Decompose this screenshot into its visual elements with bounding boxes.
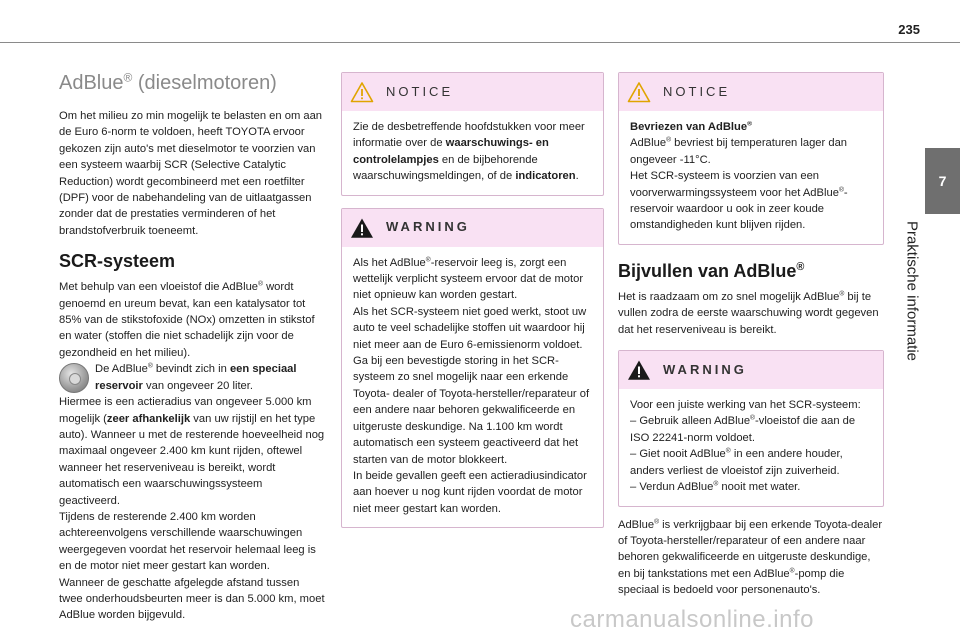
warning-text-2: Als het SCR-systeem niet goed werkt, stoot uw auto te veel schadelijke stoffen uit waardoor hij niet meer aan de Euro 6-emissienorm voldoet. bbox=[353, 305, 587, 351]
availability-paragraph: AdBlue® is verkrijgbaar bij een erkende Toyota-dealer of Toyota-hersteller/reparateur of een andere naar behoren gekwalificeerde en uitgeruste deskundige, en bij tankstations met een AdBlue®-pomp die speciaal is bedoeld voor personenauto's. bbox=[618, 517, 883, 597]
freeze-text-1: AdBlue® bevriest bij temperaturen lager dan ongeveer -11°C. bbox=[630, 136, 848, 166]
header-divider bbox=[0, 42, 960, 43]
warning-triangle-icon bbox=[350, 217, 374, 239]
notice-text: Zie de desbetreffende hoofdstukken voor meer informatie over de waarschuwings- en controlelampjes en de bijbehorende waarschuwingsmeldingen, of de indicatoren. bbox=[353, 121, 585, 183]
reservoir-paragraph: De AdBlue® bevindt zich in een speciaal reservoir van ongeveer 20 liter. bbox=[95, 362, 297, 392]
refill-paragraph: Wanneer de geschatte afgelegde afstand tussen twee onderhoudsbeurten meer is dan 5.000 km, moet AdBlue worden bijgevuld. bbox=[59, 576, 325, 622]
column-left bbox=[59, 68, 325, 624]
scr-warning-item-2: – Giet nooit AdBlue® in een andere houder, anders verliest de vloeistof zijn zuiverheid. bbox=[630, 447, 843, 477]
scr-warning-title: WARNING bbox=[663, 361, 747, 377]
reservoir-note bbox=[59, 361, 325, 394]
scr-warning-box bbox=[618, 350, 884, 506]
notice-header bbox=[342, 73, 603, 111]
scr-paragraph: Met behulp van een vloeistof die AdBlue® wordt genoemd en ureum bevat, kan een katalysator tot 85% van de stikstofoxide (NOx) omzetten in stikstof en water (stoffen die niet schadelijk zijn voor de gezondheid en het milieu). bbox=[59, 280, 315, 359]
column-right bbox=[618, 72, 884, 599]
chapter-tab[interactable] bbox=[925, 148, 960, 214]
section-heading-refill: Bijvullen van AdBlue® bbox=[618, 260, 805, 281]
freeze-notice-box bbox=[618, 72, 884, 245]
page-title: AdBlue® (dieselmotoren) bbox=[59, 70, 277, 94]
refill-advice: Het is raadzaam om zo snel mogelijk AdBlue® bij te vullen zodra de eerste waarschuwing wordt gegeven dat het reserveniveau is bereikt. bbox=[618, 290, 879, 336]
chapter-title-vertical bbox=[899, 211, 925, 371]
warning-triangle-icon bbox=[627, 359, 651, 381]
warning-body bbox=[342, 247, 603, 528]
warning-header bbox=[342, 209, 603, 247]
adblue-filler-cap-icon bbox=[59, 363, 89, 393]
notice-title: NOTICE bbox=[386, 83, 454, 99]
watermark: carmanualsonline.info bbox=[570, 606, 814, 633]
freeze-notice-header bbox=[619, 73, 883, 111]
caution-triangle-icon bbox=[627, 81, 651, 103]
warning-text-1: Als het AdBlue®-reservoir leeg is, zorgt een wettelijk verplicht systeem ervoor dat de motor niet opnieuw kan worden gestart. bbox=[353, 255, 584, 302]
section-heading-scr: SCR-systeem bbox=[59, 251, 176, 272]
warning-text-3: Ga bij een bevestigde storing in het SCR-systeem zo snel mogelijk naar een erkende Toyota- dealer of Toyota-hersteller/reparateur of een andere naar behoren gekwalificeerde en uitgeruste deskundige. Na 1.100 km wordt automatisch een systeem geactiveerd dat het starten van de motor blokkeert. bbox=[353, 355, 590, 466]
range-paragraph: Hiermee is een actieradius van ongeveer 5.000 km mogelijk (zeer afhankelijk van uw rijstijl en het type auto). Wanneer u met de resterende hoeveelheid nog maximaal ongeveer 2.400 km kunt rijden, oftewel wanneer het reserveniveau is bereikt, wordt automatisch een waarschuwingssysteem geactiveerd. bbox=[59, 396, 325, 507]
column-middle bbox=[341, 72, 604, 540]
scr-warning-item-3: – Verdun AdBlue® nooit met water. bbox=[630, 480, 801, 494]
scr-warning-header bbox=[619, 351, 883, 389]
warning-text-4: In beide gevallen geeft een actieradiusindicator aan hoever u nog kunt rijden voordat de motor niet meer gestart kan worden. bbox=[353, 469, 587, 515]
notice-box bbox=[341, 72, 604, 196]
freeze-heading: Bevriezen van AdBlue® bbox=[630, 120, 753, 133]
scr-warning-item-1: – Gebruik alleen AdBlue®-vloeistof die aan de ISO 22241-norm voldoet. bbox=[630, 414, 856, 444]
freeze-text-2: Het SCR-systeem is voorzien van een voorverwarmingssysteem voor het AdBlue®-reservoir waardoor u ook in zeer koude omstandigheden kunt blijven rijden. bbox=[630, 170, 848, 232]
chapter-title: Praktische informatie bbox=[903, 220, 921, 362]
scr-warning-body bbox=[619, 389, 883, 505]
notice-body bbox=[342, 111, 603, 195]
chapter-number: 7 bbox=[938, 173, 947, 189]
intro-paragraph: Om het milieu zo min mogelijk te belasten en om aan de Euro 6-norm te voldoen, heeft TOYOTA ervoor gekozen zijn auto's met dieselmotor te voorzien van een systeem waarbij SCR (Selective Catalytic Reduction) wordt gecombineerd met een roetfilter (DPF) voor de nabehandeling van de uitlaatgassen zonder dat de prestaties verminderen of het brandstofverbruik toeneemt. bbox=[59, 110, 323, 237]
page-number: 235 bbox=[898, 22, 920, 37]
warning-box bbox=[341, 208, 604, 529]
freeze-notice-body bbox=[619, 111, 883, 244]
warnings-paragraph: Tijdens de resterende 2.400 km worden achtereenvolgens verschillende waarschuwingen weergegeven voordat het reservoir helemaal leeg is en de motor niet meer gestart kan worden. bbox=[59, 510, 316, 573]
warning-title: WARNING bbox=[386, 219, 470, 235]
scr-warning-intro: Voor een juiste werking van het SCR-systeem: bbox=[630, 399, 861, 412]
freeze-notice-title: NOTICE bbox=[663, 83, 731, 99]
caution-triangle-icon bbox=[350, 81, 374, 103]
